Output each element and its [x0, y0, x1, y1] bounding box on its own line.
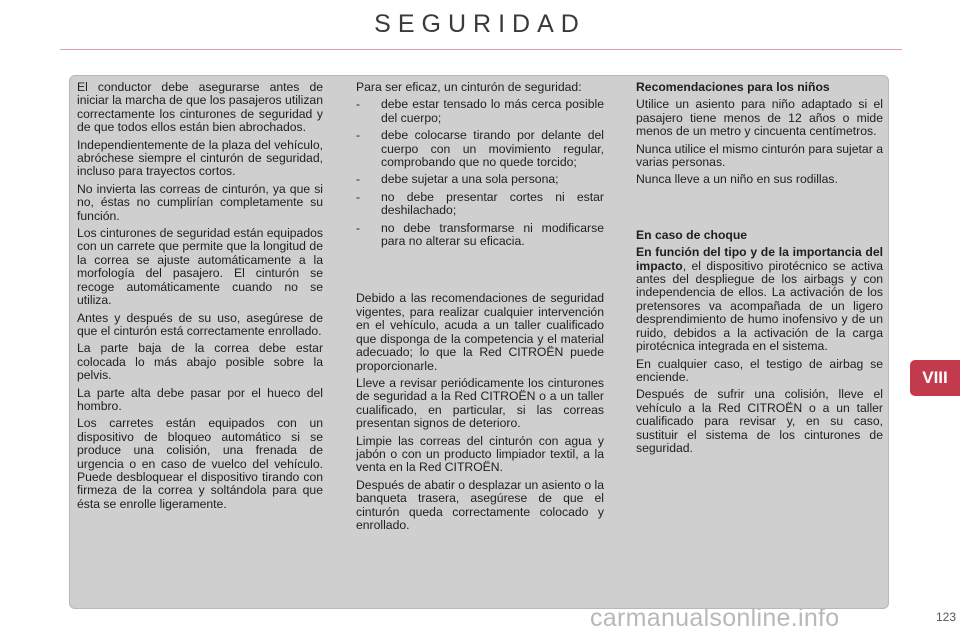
paragraph: Nunca lleve a un niño en sus rodillas. [636, 172, 838, 187]
paragraph: Después de abatir o desplazar un asiento o la banqueta trasera, asegúrese de que el cinturón queda correctamente colocado y enrollado. [356, 477, 604, 532]
title-divider [60, 49, 902, 50]
paragraph: Debido a las recomendaciones de seguridad vigentes, para realizar cualquier intervención en el vehículo, acuda a un taller cualificado que disponga de la competencia y el material adecuado; lo que la Red CITROËN puede proporcionarle. [356, 291, 604, 373]
lead-text: , el dispositivo pirotécnico se activa antes del despliegue de los airbags y con independencia de ellos. La activación de los pretensores va acompañada de un ligero desprendimiento de humo inofensivo y de un ruido, debidos a la activación de la carga pirotécnica integrada en el sistema. [636, 258, 883, 354]
paragraph: Utilice un asiento para niño adaptado si el pasajero tiene menos de 12 años o mide menos de un metro y cincuenta centímetros. [636, 97, 883, 139]
list-item [356, 222, 604, 249]
column-3 [636, 81, 883, 459]
dash-marker: - [356, 128, 361, 143]
list-item [356, 129, 604, 169]
paragraph: Limpie las correas del cinturón con agua y jabón o con un producto limpiador textil, a la venta en la Red CITROËN. [356, 433, 604, 475]
section-heading-crash: En caso de choque [636, 227, 748, 242]
list-item-text: debe colocarse tirando por delante del cuerpo con un movimiento regular, comprobando que no quede torcido; [381, 128, 604, 170]
paragraph: La parte baja de la correa debe estar colocada lo más abajo posible sobre la pelvis. [77, 341, 323, 383]
paragraph: El conductor debe asegurarse antes de iniciar la marcha de que los pasajeros utilizan correctamente los cinturones de seguridad y de que todos ellos están bien abrochados. [77, 80, 323, 135]
requirements-list [356, 98, 604, 248]
paragraph: Nunca utilice el mismo cinturón para sujetar a varias personas. [636, 141, 883, 170]
paragraph: Los carretes están equipados con un dispositivo de bloqueo automático si se produce una colisión, una frenada de urgencia o en caso de vuelco del vehículo. Puede desbloquear el dispositivo tirando con firmeza de la correa y soltándola para que ésta se enrolle ligeramente. [77, 416, 323, 511]
chapter-tab: VIII [910, 360, 960, 396]
page-title: SEGURIDAD [374, 10, 586, 38]
paragraph: Independientemente de la plaza del vehículo, abróchese siempre el cinturón de seguridad, incluso para trayectos cortos. [77, 137, 323, 179]
column-2 [356, 81, 604, 536]
paragraph: En cualquier caso, el testigo de airbag se enciende. [636, 356, 883, 384]
section-heading-children: Recomendaciones para los niños [636, 80, 830, 94]
list-item-text: debe sujetar a una sola persona; [381, 172, 559, 187]
spacer [356, 252, 604, 292]
paragraph: Antes y después de su uso, asegúrese de que el cinturón está correctamente enrollado. [77, 310, 323, 338]
bold-lead: En función del tipo y de la importancia del impacto [636, 245, 883, 273]
paragraph [636, 246, 883, 353]
paragraph: No invierta las correas de cinturón, ya que si no, éstas no cumplirían completamente su función. [77, 181, 323, 223]
list-intro: Para ser eficaz, un cinturón de seguridad: [356, 80, 582, 94]
list-item [356, 98, 604, 125]
dash-marker: - [356, 97, 361, 112]
paragraph: Lleve a revisar periódicamente los cinturones de seguridad a la Red CITROËN o a un taller cualificado, en particular, si las correas presentan signos de deterioro. [356, 375, 604, 431]
dash-marker: - [356, 172, 361, 187]
column-1 [77, 81, 323, 515]
page-number: 123 [935, 610, 956, 624]
list-item-text: no debe presentar cortes ni estar deshilachado; [381, 189, 604, 218]
list-item [356, 173, 604, 186]
paragraph: Después de sufrir una colisión, lleve el vehículo a la Red CITROËN o a un taller cualificado para revisar y, en su caso, sustituir el sistema de los cinturones de seguridad. [636, 387, 883, 455]
list-item [356, 191, 604, 218]
dash-marker: - [356, 220, 361, 235]
spacer [636, 191, 883, 229]
watermark: carmanualsonline.info [590, 604, 840, 632]
paragraph: La parte alta debe pasar por el hueco del hombro. [77, 385, 323, 413]
list-item-text: no debe transformarse ni modificarse para no alterar su eficacia. [381, 220, 604, 249]
dash-marker: - [356, 189, 361, 204]
list-item-text: debe estar tensado lo más cerca posible del cuerpo; [381, 97, 604, 125]
paragraph: Los cinturones de seguridad están equipados con un carrete que permite que la longitud de la correa se ajuste automáticamente a la morfología del pasajero. El cinturón se recoge automáticamente cuando no se utiliza. [77, 226, 323, 308]
